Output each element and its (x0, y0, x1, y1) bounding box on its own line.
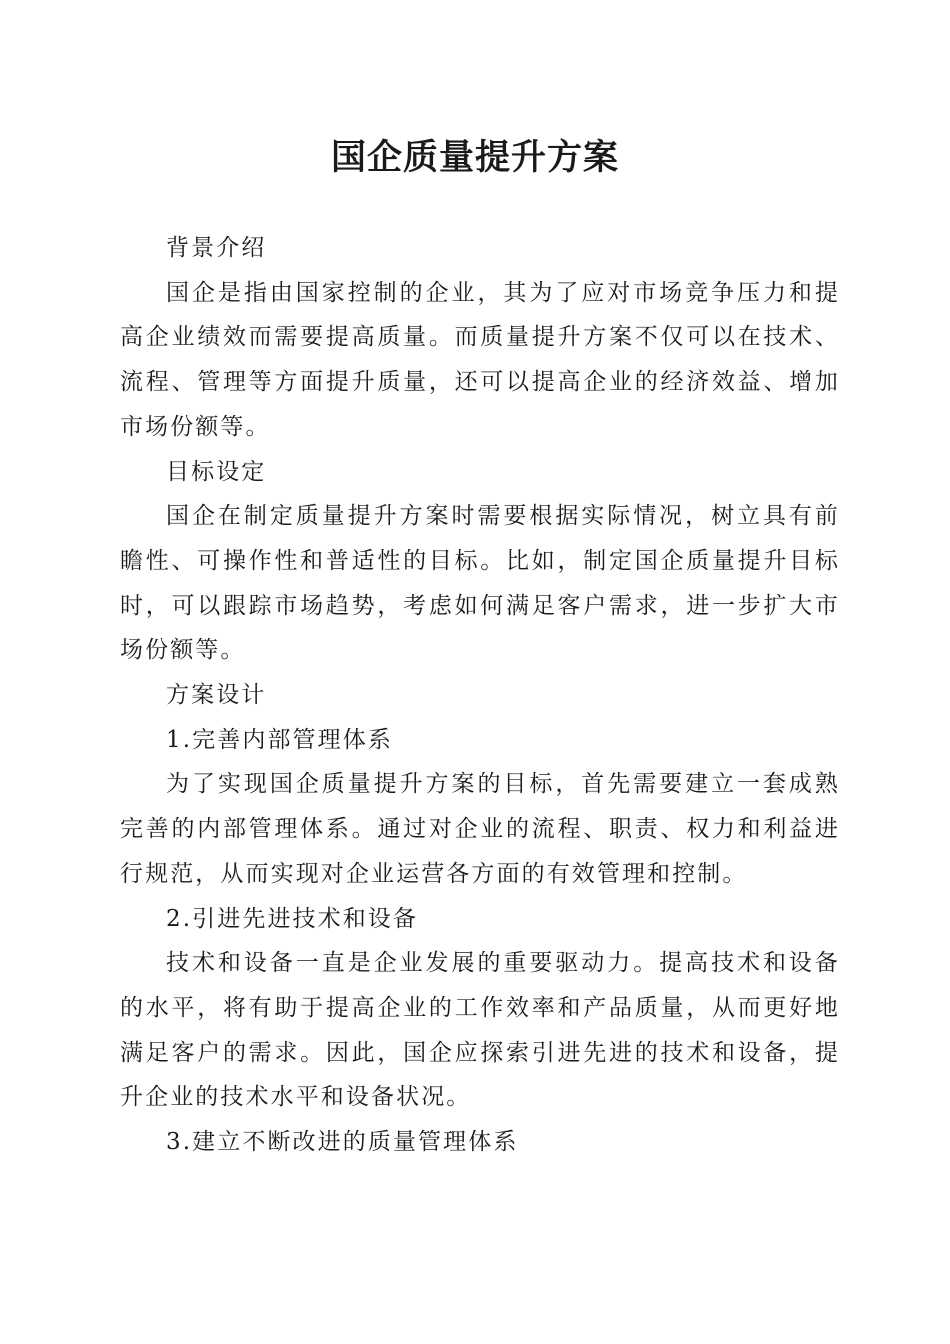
document-body (120, 226, 840, 1165)
subheading-quality-management: 3.建立不断改进的质量管理体系 (166, 1129, 519, 1156)
paragraph-goals: 国企在制定质量提升方案时需要根据实际情况，树立具有前瞻性、可操作性和普适性的目标。比如，制定国企质量提升目标时，可以跟踪市场趋势，考虑如何满足客户需求，进一步扩大市场份额等。 (120, 503, 840, 664)
document-title: 国企质量提升方案 (330, 137, 619, 178)
paragraph-internal-management: 为了实现国企质量提升方案的目标，首先需要建立一套成熟完善的内部管理体系。通过对企业的流程、职责、权力和利益进行规范，从而实现对企业运营各方面的有效管理和控制。 (120, 771, 840, 887)
paragraph-background: 国企是指由国家控制的企业，其为了应对市场竞争压力和提高企业绩效而需要提高质量。而质量提升方案不仅可以在技术、流程、管理等方面提升质量，还可以提高企业的经济效益、增加市场份额等。 (120, 279, 840, 440)
paragraph-technology-equipment: 技术和设备一直是企业发展的重要驱动力。提高技术和设备的水平，将有助于提高企业的工作效率和产品质量，从而更好地满足客户的需求。因此，国企应探索引进先进的技术和设备，提升企业的技术水平和设备状况。 (120, 950, 840, 1111)
section-heading-background: 背景介绍 (166, 235, 267, 261)
subheading-internal-management: 1.完善内部管理体系 (166, 726, 393, 753)
subheading-technology-equipment: 2.引进先进技术和设备 (166, 905, 419, 932)
section-heading-plan-design: 方案设计 (166, 682, 267, 709)
section-heading-goals: 目标设定 (166, 458, 267, 485)
